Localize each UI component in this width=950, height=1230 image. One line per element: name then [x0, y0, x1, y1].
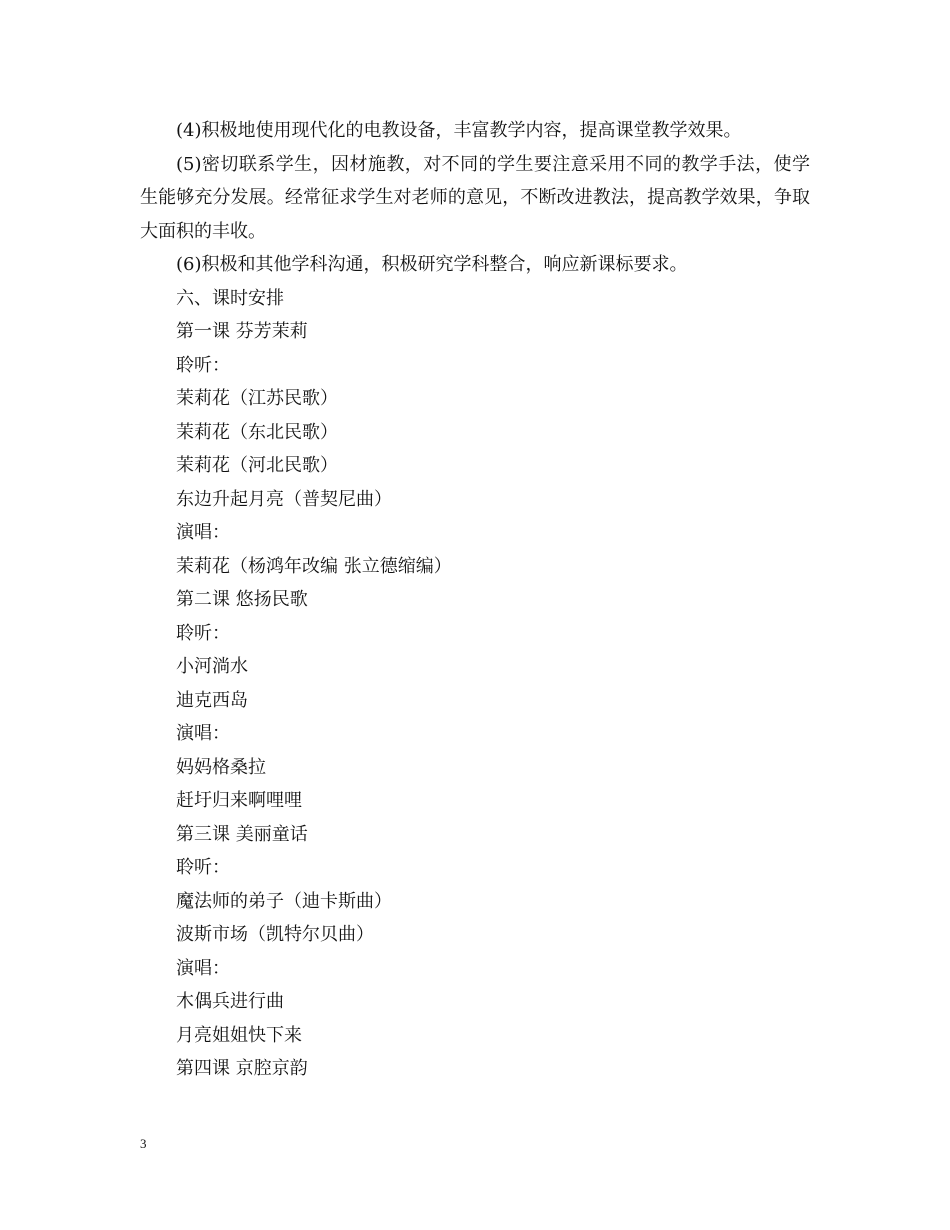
paragraph-item-4: (4)积极地使用现代化的电教设备，丰富教学内容，提高课堂教学效果。 [176, 120, 742, 141]
page-number: 3 [140, 1136, 147, 1151]
song-item: 茉莉花（江苏民歌） [176, 388, 338, 409]
listening-label: 聆听： [176, 354, 230, 376]
song-item: 波斯市场（凯特尔贝曲） [176, 924, 374, 945]
song-item: 茉莉花（东北民歌） [176, 421, 338, 443]
lesson-title-4: 第四课 京腔京韵 [176, 1058, 308, 1079]
song-item: 妈妈格桑拉 [176, 756, 266, 778]
listening-label: 聆听： [176, 857, 230, 878]
lesson-title-2: 第二课 悠扬民歌 [176, 589, 308, 610]
singing-label: 演唱： [176, 723, 230, 744]
song-item: 茉莉花（杨鸿年改编 张立德缩编） [176, 555, 452, 577]
lesson-title-1: 第一课 芬芳茉莉 [176, 321, 308, 342]
song-item: 小河淌水 [176, 656, 248, 677]
song-item: 茉莉花（河北民歌） [176, 455, 338, 476]
document-body [140, 114, 810, 1086]
song-item: 魔法师的弟子（迪卡斯曲） [176, 890, 392, 912]
lesson-title-3: 第三课 美丽童话 [176, 823, 308, 845]
singing-label: 演唱： [176, 957, 230, 979]
song-item: 木偶兵进行曲 [176, 991, 284, 1012]
song-item: 迪克西岛 [176, 689, 248, 711]
listening-label: 聆听： [176, 622, 230, 644]
paragraph-item-5: (5)密切联系学生，因材施教，对不同的学生要注意采用不同的教学手法，使学生能够充分发展。经常征求学生对老师的意见，不断改进教法，提高教学效果，争取大面积的丰收。 [140, 153, 810, 242]
section-heading-schedule: 六、课时安排 [176, 287, 284, 309]
paragraph-item-6: (6)积极和其他学科沟通，积极研究学科整合，响应新课标要求。 [176, 254, 688, 275]
singing-label: 演唱： [176, 522, 230, 543]
song-item: 月亮姐姐快下来 [176, 1024, 302, 1046]
song-item: 赶圩归来啊哩哩 [176, 790, 302, 811]
song-item: 东边升起月亮（普契尼曲） [176, 488, 392, 510]
